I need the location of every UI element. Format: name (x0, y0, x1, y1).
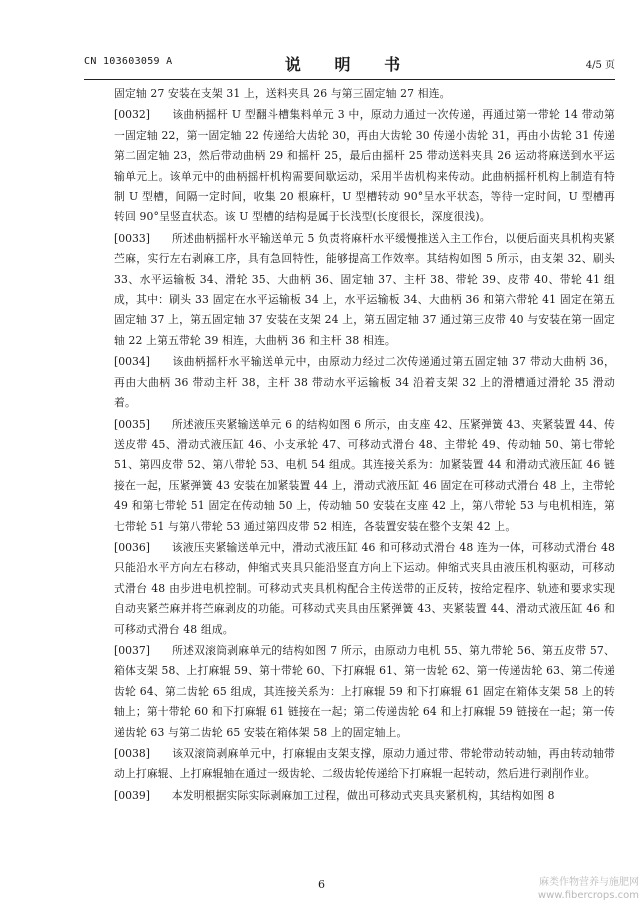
watermark (538, 876, 639, 902)
patent-number: CN 103603059 A (84, 56, 173, 67)
paragraph-0033: [0033] 所述曲柄摇杆水平输送单元 5 负责将麻杆水平缓慢推送入主工作台，以便后面夹具机构夹紧苎麻，实行左右剥麻工序，具有急回特性，能够提高工作效率。其结构如图 5 所示，由支架 32、刷头 33、水平运输板 34、滑轮 35、大曲柄 36、固定轴 37、主杆 38、带轮 39、皮带 40、带轮 41 组成，其中：刷头 33 固定在水平运输板 34 上，水平运输板 34、大曲柄 36 和第六带轮 41 固定在第五固定轴 37 上，第五固定轴 37 安装在支架 24 上，第五固定轴 37 通过第三皮带 40 与安装在第一固定轴 22 上第五带轮 39 相连，大曲柄 36 和主杆 38 相连。 (114, 231, 615, 347)
paragraph-id: [0039] (114, 788, 150, 802)
watermark-url: www.fibercrops.com (537, 890, 639, 901)
paragraph-id: [0036] (114, 540, 150, 554)
paragraph-0035: [0035] 所述液压夹紧输送单元 6 的结构如图 6 所示，由支座 42、压紧弹簧 43、夹紧装置 44、传送皮带 45、滑动式液压缸 46、小支承轮 47、可移动式滑台 48、主带轮 49、传动轴 50、第七带轮 51、第四皮带 52、第八带轮 53、电机 54 组成。其连接关系为：加紧装置 44 和滑动式液压缸 46 链接在一起，压紧弹簧 43 安装在加紧装置 44 上，滑动式液压缸 46 固定在可移动式滑台 48 上，主带轮 49 和第七带轮 51 固定在传动轴 50 上，传动轴 50 安装在支座 42 上，第八带轮 53 与电机相连，第七带轮 51 与第八带轮 53 通过第四皮带 52 相连，各装置安装在整个支架 42 上。 (114, 417, 615, 533)
paragraph-0039: [0039] 本发明根据实际实际剥麻加工过程，做出可移动式夹具夹紧机构，其结构如图 8 (114, 788, 555, 802)
paragraph-id: [0034] (114, 355, 150, 369)
paragraph-id: [0037] (114, 643, 150, 657)
body-text (114, 84, 615, 806)
page-of-label: 4/5 页 (585, 60, 615, 71)
paragraph-id: [0032] (114, 108, 150, 122)
paragraph-id: [0033] (114, 231, 150, 245)
paragraph-0037: [0037] 所述双滚筒剥麻单元的结构如图 7 所示，由原动力电机 55、第九带轮 56、第五皮带 57、箱体支架 58、上打麻辊 59、第十带轮 60、下打麻辊 61、第一齿轮 62、第一传递齿轮 63、第二传递齿轮 64、第二齿轮 65 组成，其连接关系为：上打麻辊 59 和下打麻辊 61 固定在箱体支架 58 上的转轴上；第十带轮 60 和下打麻辊 61 链接在一起；第二传递齿轮 64 和上打麻辊 59 链接在一起；第一传递齿轮 63 与第二齿轮 65 安装在箱体架 58 上的固定轴上。 (114, 643, 615, 739)
paragraph-0034: [0034] 该曲柄摇杆水平输送单元中，由原动力经过二次传递通过第五固定轴 37 带动大曲柄 36，再由大曲柄 36 带动主杆 38，主杆 38 带动水平运输板 34 沿着支架 32 上的滑槽通过滑轮 35 滑动着。 (114, 355, 615, 410)
watermark-site-name: 麻类作物营养与施肥网 (539, 877, 639, 888)
header-rule (84, 79, 615, 80)
paragraph-continuation: 固定轴 27 安装在支架 31 上，送料夹具 26 与第三固定轴 27 相连。 (114, 87, 451, 100)
paragraph-0038: [0038] 该双滚筒剥麻单元中，打麻辊由支架支撑，原动力通过带、带轮带动转动轴，再由转动轴带动上打麻辊、上打麻辊轴在通过一级齿轮、二级齿轮传递给下打麻辊一起转动，然后进行剥削作业。 (114, 747, 615, 781)
document-title: 说 明 书 (284, 55, 415, 74)
page-number: 6 (318, 878, 325, 891)
paragraph-id: [0038] (114, 747, 150, 760)
page-header (84, 52, 615, 72)
paragraph-0032: [0032] 该曲柄摇杆 U 型翻斗槽集料单元 3 中，原动力通过一次传递，再通过第一带轮 14 带动第一固定轴 22，第一固定轴 22 传递给大齿轮 30，再由大齿轮 30 传递小齿轮 31，再由小齿轮 31 传递第二固定轴 23，然后带动曲柄 29 和摇杆 25，最后由摇杆 25 带动送料夹具 26 运动将麻送到水平运输单元上。该单元中的曲柄摇杆机构需要间歇运动，采用半齿机构来传动。此曲柄摇杆机构上制造有特制 U 型槽，间隔一定时间，收集 20 根麻杆，U 型槽转动 90°呈水平状态，等待一定时间，U 型槽再转回 90°呈竖直状态。该 U 型槽的结构是属于长浅型(长度很长，深度很浅)。 (114, 108, 616, 224)
paragraph-id: [0035] (114, 417, 150, 431)
paragraph-0036: [0036] 该液压夹紧输送单元中，滑动式液压缸 46 和可移动式滑台 48 连为一体，可移动式滑台 48 只能沿水平方向左右移动，伸缩式夹具只能沿竖直方向上下运动。伸缩式夹具由液压机构驱动，可移动式滑台 48 由步进电机控制。可移动式夹具机构配合主传送带的正反转，按给定程序、轨迹和要求实现自动夹紧苎麻并将苎麻剥皮的功能。可移动式夹具由压紧弹簧 43、夹紧装置 44、滑动式液压缸 46 和可移动式滑台 48 组成。 (114, 540, 615, 636)
